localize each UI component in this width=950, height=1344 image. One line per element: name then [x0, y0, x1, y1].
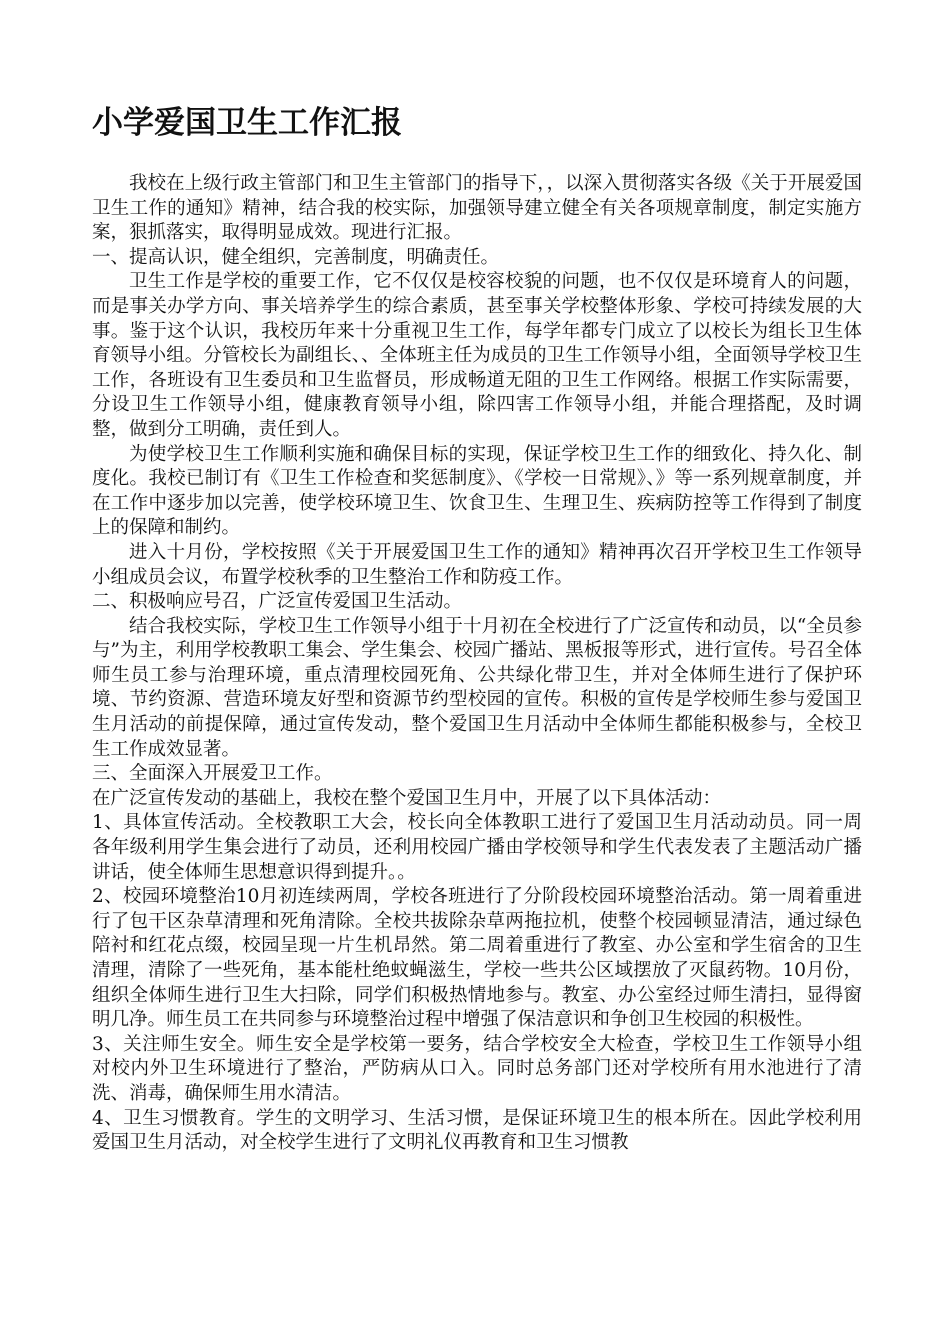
paragraph: 在广泛宣传发动的基础上，我校在整个爱国卫生月中，开展了以下具体活动：: [92, 787, 722, 809]
document-title: 小学爱国卫生工作汇报: [92, 105, 402, 141]
list-item: 4、卫生习惯教育。学生的文明学习、生活习惯，是保证环境卫生的根本所在。因此学校利用爱国卫生月活动，对全校学生进行了文明礼仪再教育和卫生习惯教: [92, 1107, 862, 1154]
section-heading-3: 三、全面深入开展爱卫工作。: [92, 763, 333, 785]
document-page: [92, 100, 862, 1156]
paragraph: 卫生工作是学校的重要工作，它不仅仅是校容校貌的问题，也不仅仅是环境育人的问题，而是事关办学方向、事关培养学生的综合素质，甚至事关学校整体形象、学校可持续发展的大事。鉴于这个认识，我校历年来十分重视卫生工作，每学年都专门成立了以校长为组长卫生体育领导小组。分管校长为副组长、、全体班主任为成员的卫生工作领导小组，全面领导学校卫生工作，各班设有卫生委员和卫生监督员，形成畅道无阻的卫生工作网络。根据工作实际需要，分设卫生工作领导小组，健康教育领导小组，除四害工作领导小组，并能合理搭配，及时调整，做到分工明确，责任到人。: [92, 271, 862, 440]
section-heading-2: 二、积极响应号召，广泛宣传爱国卫生活动。: [92, 591, 463, 613]
list-item: 3、关注师生安全。师生安全是学校第一要务，结合学校安全大检查，学校卫生工作领导小组对校内外卫生环境进行了整治，严防病从口入。同时总务部门还对学校所有用水池进行了清洗、消毒，确保师生用水清洁。: [92, 1033, 862, 1104]
paragraph: 进入十月份，学校按照《关于开展爱国卫生工作的通知》精神再次召开学校卫生工作领导小组成员会议，布置学校秋季的卫生整治工作和防疫工作。: [92, 541, 862, 588]
list-item: 1、具体宣传活动。全校教职工大会，校长向全体教职工进行了爱国卫生月活动动员。同一周各年级利用学生集会进行了动员，还利用校园广播由学校领导和学生代表发表了主题活动广播讲话，使全体师生思想意识得到提升。。: [92, 812, 862, 883]
paragraph: 为使学校卫生工作顺利实施和确保目标的实现，保证学校卫生工作的细致化、持久化、制度化。我校已制订有《卫生工作检查和奖惩制度》、《学校一日常规》、》等一系列规章制度，并在工作中逐步加以完善，使学校环境卫生、饮食卫生、生理卫生、疾病防控等工作得到了制度上的保障和制约。: [92, 443, 862, 539]
document-body: [92, 172, 862, 1156]
paragraph-intro: 我校在上级行政主管部门和卫生主管部门的指导下，，以深入贯彻落实各级《关于开展爱国卫生工作的通知》精神，结合我的校实际，加强领导建立健全有关各项规章制度，制定实施方案，狠抓落实，取得明显成效。现进行汇报。: [92, 173, 862, 244]
section-heading-1: 一、提高认识，健全组织，完善制度，明确责任。: [92, 246, 500, 268]
list-item: 2、校园环境整治10月初连续两周，学校各班进行了分阶段校园环境整治活动。第一周着重进行了包干区杂草清理和死角清除。全校共拔除杂草两拖拉机，使整个校园顿显清洁，通过绿色陪衬和红花点缀，校园呈现一片生机昂然。第二周着重进行了教室、办公室和学生宿舍的卫生清理，清除了一些死角，基本能杜绝蚊蝇滋生，学校一些共公区域摆放了灭鼠药物。10月份，组织全体师生进行卫生大扫除，同学们积极热情地参与。教室、办公室经过师生清扫，显得窗明几净。师生员工在共同参与环境整治过程中增强了保洁意识和争创卫生校园的积极性。: [92, 886, 862, 1031]
paragraph: 结合我校实际，学校卫生工作领导小组于十月初在全校进行了广泛宣传和动员，以“全员参与”为主，利用学校教职工集会、学生集会、校园广播站、黑板报等形式，进行宣传。号召全体师生员工参与治理环境，重点清理校园死角、公共绿化带卫生，并对全体师生进行了保护环境、节约资源、营造环境友好型和资源节约型校园的宣传。积极的宣传是学校师生参与爱国卫生月活动的前提保障，通过宣传发动，整个爱国卫生月活动中全体师生都能积极参与，全校卫生工作成效显著。: [92, 615, 862, 760]
